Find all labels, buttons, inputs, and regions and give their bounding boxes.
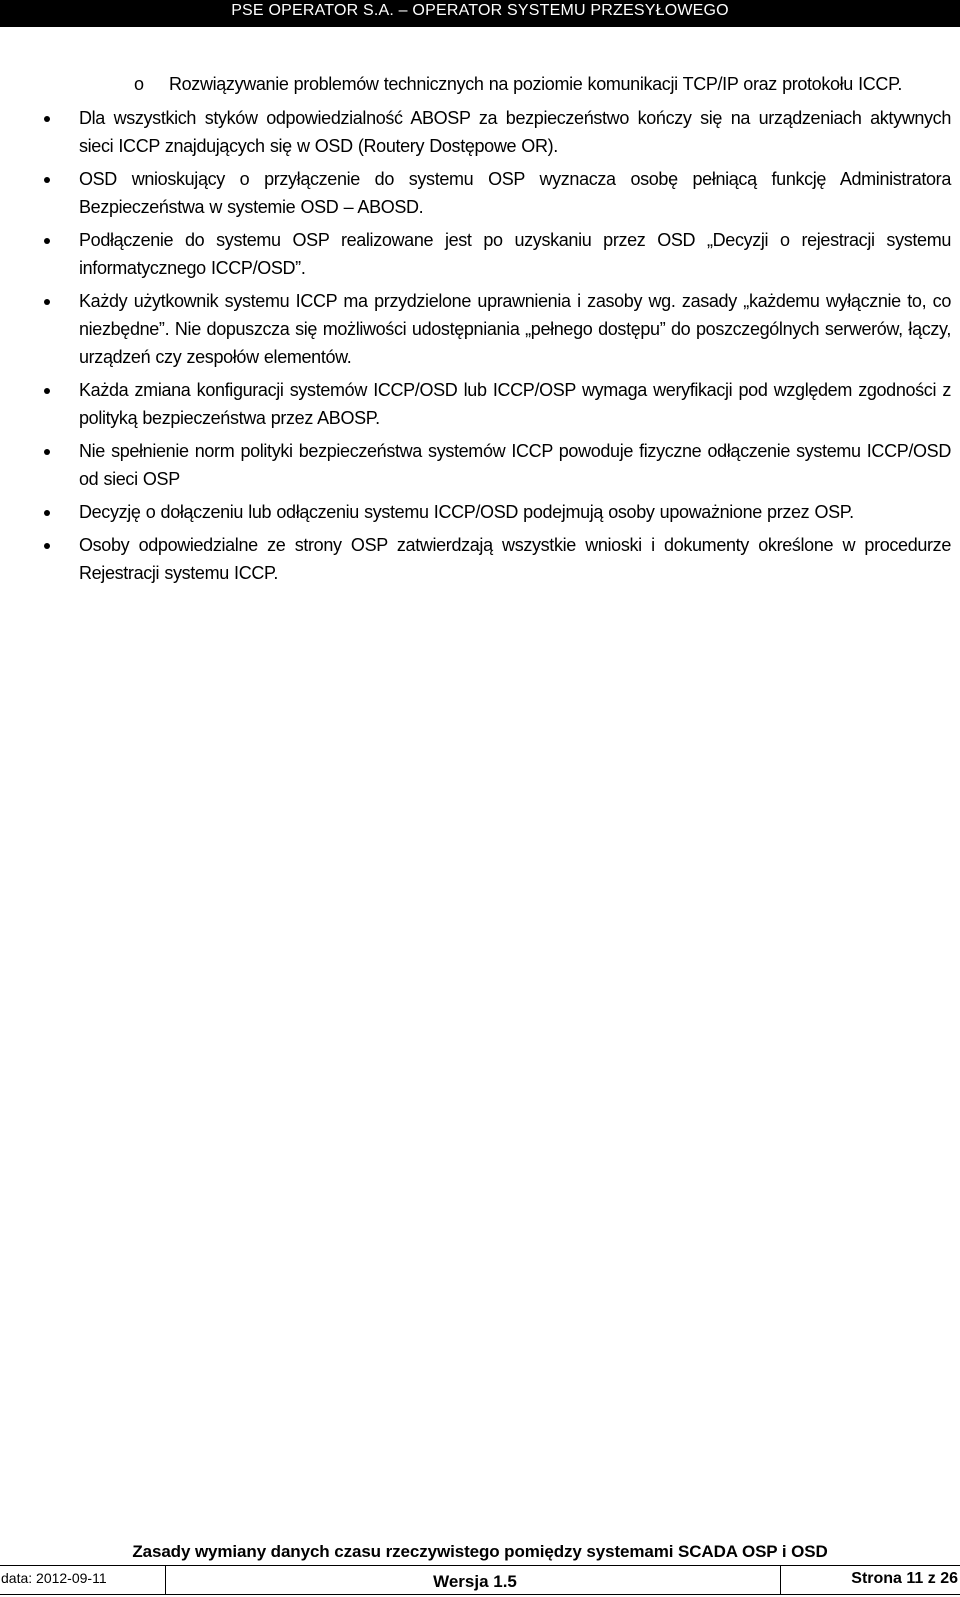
footer-version: Wersja 1.5 (433, 1572, 517, 1591)
footer-divider-bottom (0, 1594, 960, 1595)
bullet-item (0, 531, 960, 587)
bullet-text: Dla wszystkich styków odpowiedzialność ABOSP za bezpieczeństwo kończy się na urządzeniach aktywnych sieci ICCP znajdujących się w OSD (Routery Dostępowe OR). (79, 108, 951, 156)
document-body (0, 70, 960, 592)
bullet-text: Osoby odpowiedzialne ze strony OSP zatwierdzają wszystkie wnioski i dokumenty określone w procedurze Rejestracji systemu ICCP. (79, 535, 951, 583)
sub-bullet-marker: o (134, 74, 144, 94)
bullet-dot-icon (44, 177, 50, 183)
sub-list-item-text: Rozwiązywanie problemów technicznych na poziomie komunikacji TCP/IP oraz protokołu ICCP. (169, 74, 903, 94)
bullet-text: Podłączenie do systemu OSP realizowane jest po uzyskaniu przez OSD „Decyzji o rejestracji systemu informatycznego ICCP/OSD”. (79, 230, 951, 278)
footer-page-number: Strona 11 z 26 (851, 1570, 958, 1587)
footer-cell-divider (780, 1565, 781, 1595)
footer-cell-divider (165, 1565, 166, 1595)
footer-divider-top (0, 1565, 960, 1566)
bullet-text: OSD wnioskujący o przyłączenie do systemu OSP wyznacza osobę pełniącą funkcję Administratora Bezpieczeństwa w systemie OSD – ABOSD. (79, 169, 951, 217)
bullet-text: Nie spełnienie norm polityki bezpieczeństwa systemów ICCP powoduje fizyczne odłączenie systemu ICCP/OSD od sieci OSP (79, 441, 951, 489)
bullet-text: Każdy użytkownik systemu ICCP ma przydzielone uprawnienia i zasoby wg. zasady „każdemu wyłącznie to, co niezbędne”. Nie dopuszcza się możliwości udostępniania „pełnego dostępu” do poszczególnych serwerów, łączy, urządzeń czy zespołów elementów. (79, 291, 951, 367)
bullet-item (0, 165, 960, 221)
bullet-dot-icon (44, 116, 50, 122)
sub-list-item (0, 70, 960, 98)
footer-date: data: 2012-09-11 (1, 1570, 107, 1586)
footer-title: Zasady wymiany danych czasu rzeczywistego pomiędzy systemami SCADA OSP i OSD (132, 1542, 828, 1561)
bullet-text: Każda zmiana konfiguracji systemów ICCP/OSD lub ICCP/OSP wymaga weryfikacji pod względem zgodności z polityką bezpieczeństwa przez ABOSP. (79, 380, 951, 428)
bullet-item (0, 226, 960, 282)
bullet-item (0, 104, 960, 160)
bullet-item (0, 287, 960, 371)
bullet-dot-icon (44, 238, 50, 244)
bullet-dot-icon (44, 388, 50, 394)
page-header (0, 0, 960, 27)
bullet-text: Decyzję o dołączeniu lub odłączeniu systemu ICCP/OSD podejmują osoby upoważnione przez OSP. (79, 502, 854, 522)
bullet-dot-icon (44, 449, 50, 455)
bullet-item (0, 498, 960, 526)
bullet-dot-icon (44, 543, 50, 549)
bullet-item (0, 437, 960, 493)
bullet-dot-icon (44, 299, 50, 305)
header-title: PSE OPERATOR S.A. – OPERATOR SYSTEMU PRZESYŁOWEGO (231, 2, 729, 19)
bullet-dot-icon (44, 510, 50, 516)
bullet-item (0, 376, 960, 432)
